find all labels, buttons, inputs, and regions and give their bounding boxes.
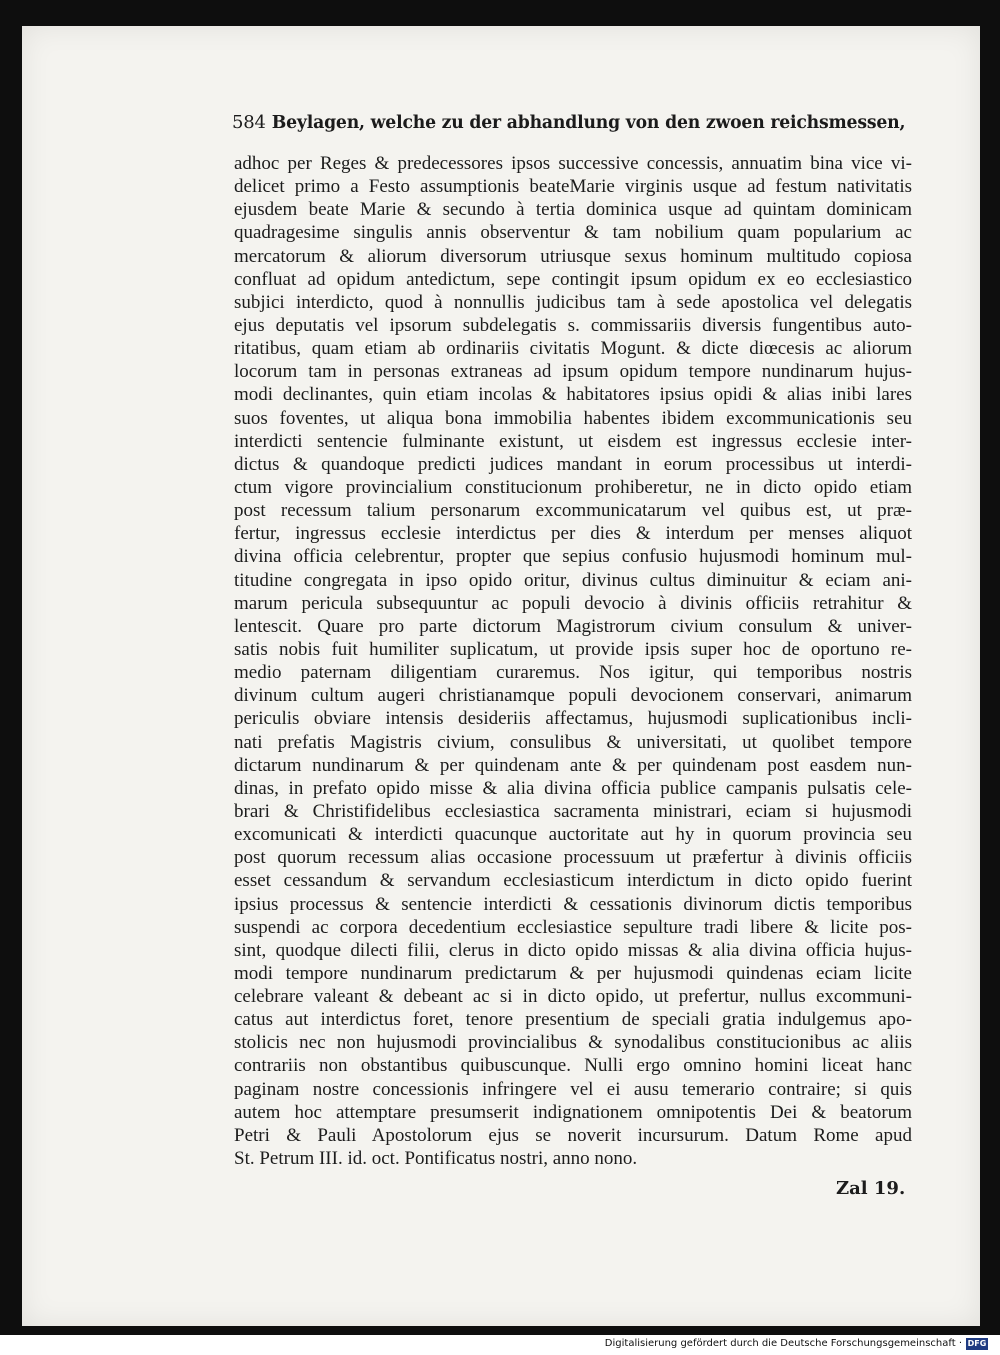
text-line: adhoc per Reges & predecessores ipsos successive concessis, annuatim bina vice vi- [234,153,912,174]
text-line: ritatibus, quam etiam ab ordinariis civitatis Mogunt. & dicte diœcesis ac aliorum [234,338,912,360]
text-line: modi declinantes, quin etiam incolas & habitatores ipsius opidi & alias inibi lares [234,384,912,406]
text-line: medio paternam diligentiam curaremus. Nos igitur, qui temporibus nostris [234,662,912,684]
text-line: nati prefatis Magistris civium, consulibus & universitati, ut quolibet tempore [234,731,912,753]
text-line: dictus & quandoque predicti judices mandant in eorum processibus ut interdi- [234,453,912,475]
text-line: fertur, ingressus ecclesie interdictus per dies & interdum per menses aliquot [234,523,912,545]
text-line: satis nobis fuit humiliter suplicatum, ut provide ipsis super hoc de oportuno re- [234,638,912,660]
text-line: periculis obviare intensis desideriis affectamus, hujusmodi suplicationibus incli- [234,708,912,730]
text-line: brari & Christifidelibus ecclesiastica sacramenta ministrari, eciam si hujusmodi [234,800,912,822]
text-line: Petri & Pauli Apostolorum ejus se noverit incursurum. Datum Rome apud [234,1124,912,1146]
text-line: divina officia celebrentur, propter que sepius confusio hujusmodi hominum mul- [234,546,912,568]
digitization-footer [0,1335,1000,1355]
funding-credit: Digitalisierung gefördert durch die Deutsche Forschungsgemeinschaft · [604,1338,962,1349]
text-line: dictarum nundinarum & per quindenam ante & per quindenam post easdem nun- [234,754,912,776]
page-number: 584 [232,112,266,133]
text-line: marum pericula subsequuntur ac populi devocio à divinis officiis retrahitur & [234,592,912,614]
text-line: ipsius processus & sentencie interdicti & cessationis divinorum dictis temporibus [234,893,912,915]
text-line: stolicis nec non hujusmodi provincialibus & synodalibus constitucionibus ac aliis [234,1032,912,1054]
text-line: titudine congregata in ipso opido oritur, divinus cultus diminuitur & eciam ani- [234,569,912,591]
catchword: Zal 19. [836,1178,906,1199]
text-line: suos foventes, ut aliqua bona immobilia habentes ibidem excommunicationis seu [234,407,912,429]
running-header [232,112,912,146]
running-title: Beylagen, welche zu der abhandlung von den zwoen reichsmessen, [271,113,906,133]
text-line: ejusdem beate Marie & secundo à tertia dominica usque ad quintam dominicam [234,199,912,221]
text-line: subjici interdicto, quod à nonnullis judicibus tam à sede apostolica vel delegatis [234,291,912,313]
body-text [234,152,912,1170]
text-line: locorum tam in personas extraneas ad ipsum opidum tempore nundinarum hujus- [234,361,912,383]
text-line: lentescit. Quare pro parte dictorum Magistrorum civium consulum & univer- [234,615,912,637]
text-line: delicet primo a Festo assumptionis beateMarie virginis usque ad festum nativitatis [234,176,912,198]
text-line: dinas, in prefato opido misse & alia divina officia publice campanis pulsatis cele- [234,777,912,799]
text-line: ejus deputatis vel ipsorum subdelegatis s. commissariis diversis fungentibus auto- [234,314,912,336]
text-line: esset cessandum & servandum ecclesiasticum interdictum in dicto opido fuerint [234,870,912,892]
text-line: divinum cultum augeri christianamque populi devocionem conservari, animarum [234,685,912,707]
text-line: excomunicati & interdicti quacunque auctoritate aut hy in quorum provincia seu [234,824,912,846]
text-line: St. Petrum III. id. oct. Pontificatus nostri, anno nono. [234,1148,638,1170]
dfg-logo: DFG [967,1339,987,1348]
text-line: celebrare valeant & debeant ac si in dicto opido, ut prefertur, nullus excommuni- [234,986,912,1008]
text-line: paginam nostre concessionis infringere vel ei ausu temerario contraire; si quis [234,1078,912,1100]
text-line: catus aut interdictus foret, tenore presentium de speciali gratia indulgemus apo- [234,1009,912,1031]
text-line: sint, quodque dilecti filii, clerus in dicto opido missas & alia divina officia hujus- [234,939,912,961]
text-line: contrariis non obstantibus quibuscunque. Nulli ergo omnino homini liceat hanc [234,1055,912,1077]
text-line: mercatorum & aliorum diversorum utriusque sexus hominum multitudo copiosa [234,245,912,267]
text-line: quadragesime singulis annis observentur & tam nobilium quam popularium ac [234,222,912,244]
text-line: suspendi ac corpora decedentium ecclesiastice sepulture tradi libere & licite pos- [234,916,912,938]
text-line: interdicti sentencie fulminante existunt, ut eisdem est ingressus ecclesie inter- [234,430,912,452]
text-line: post recessum talium personarum excommunicatarum vel quibus est, ut præ- [234,500,912,522]
text-line: autem hoc attemptare presumserit indignationem omnipotentis Dei & beatorum [234,1101,912,1123]
text-line: post quorum recessum alias occasione processuum ut præfertur à divinis officiis [234,847,912,869]
text-line: ctum vigore provincialium constitucionum prohiberetur, ne in dicto opido etiam [234,476,912,498]
text-line: confluat ad opidum antedictum, sepe contingit ipsum opidum ex eo ecclesiastico [234,268,912,290]
text-line: modi tempore nundinarum predictarum & per hujusmodi quindenas eciam licite [234,962,912,984]
